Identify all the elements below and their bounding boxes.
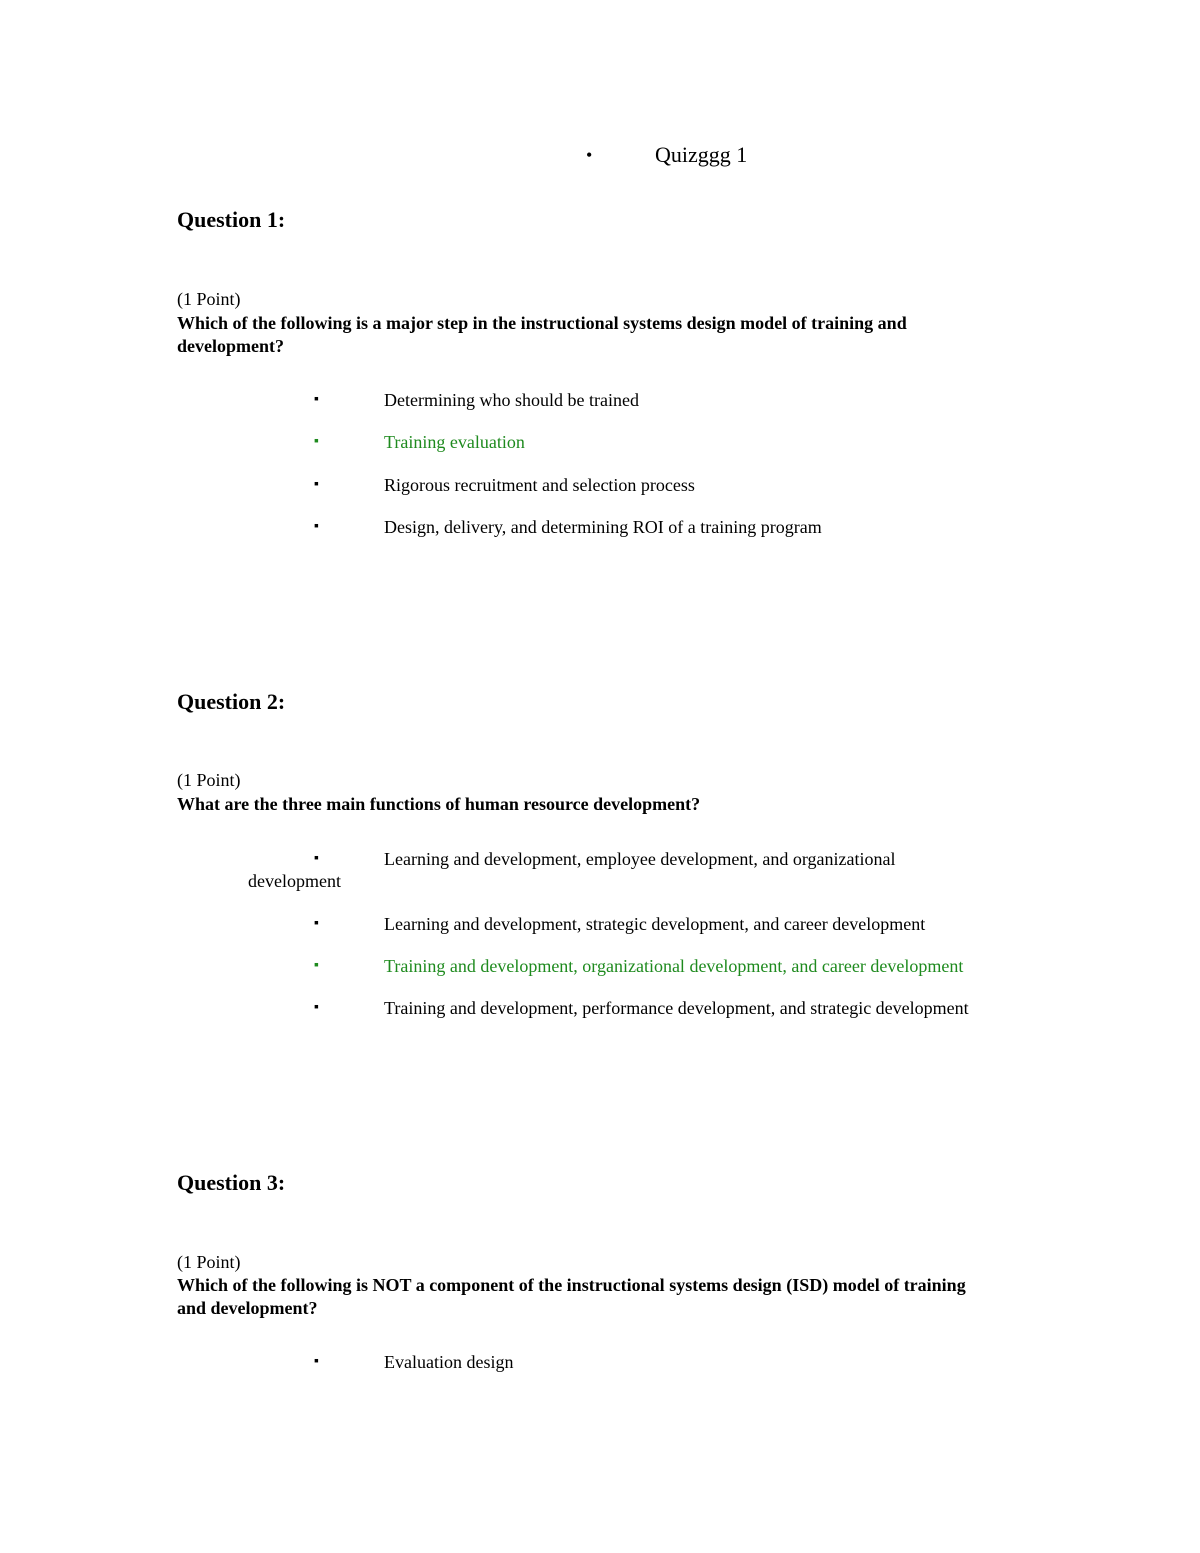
question-1-points: (1 Point) [177, 289, 241, 309]
option-label: Evaluation design [384, 1352, 514, 1372]
option-bullet: ▪ [314, 958, 319, 973]
question-3-points: (1 Point) [177, 1252, 241, 1272]
question-1-option-3[interactable] [314, 474, 695, 496]
option-bullet: ▪ [314, 392, 319, 407]
question-2-points: (1 Point) [177, 770, 241, 790]
option-label-line1: Learning and development, employee development, and organizational [384, 849, 896, 869]
title-bullet: • [586, 145, 593, 165]
option-bullet: ▪ [314, 477, 319, 492]
question-2-text: What are the three main functions of human resource development? [177, 794, 701, 814]
question-1-option-1[interactable] [314, 389, 639, 411]
question-3-heading: Question 3: [177, 1170, 286, 1195]
question-2-heading: Question 2: [177, 689, 286, 714]
question-3-text: Which of the following is NOT a component of the instructional systems design (ISD) model of training and development? [177, 1275, 966, 1318]
option-bullet: ▪ [314, 916, 319, 931]
question-2-option-3-correct[interactable] [314, 955, 963, 977]
question-3-option-1[interactable] [314, 1351, 513, 1373]
option-bullet: ▪ [314, 1354, 319, 1369]
question-1-option-4[interactable] [314, 516, 822, 538]
question-1-option-2-correct[interactable] [314, 431, 525, 453]
option-bullet: ▪ [314, 519, 319, 534]
option-bullet: ▪ [314, 851, 319, 866]
question-2-option-1[interactable] [248, 848, 896, 892]
option-label: Training and development, organizational development, and career development [384, 956, 964, 976]
option-label: Training and development, performance development, and strategic development [384, 998, 969, 1018]
option-label: Determining who should be trained [384, 390, 639, 410]
question-1-text: Which of the following is a major step in the instructional systems design model of training and development? [177, 313, 907, 356]
option-bullet: ▪ [314, 434, 319, 449]
title-text: Quizggg 1 [655, 142, 748, 167]
option-label: Design, delivery, and determining ROI of a training program [384, 517, 822, 537]
question-1-heading: Question 1: [177, 207, 286, 232]
question-2-option-2[interactable] [314, 913, 925, 935]
option-label: Learning and development, strategic development, and career development [384, 914, 926, 934]
option-label: Training evaluation [384, 432, 525, 452]
question-2-option-4[interactable] [314, 997, 969, 1019]
option-label: Rigorous recruitment and selection process [384, 475, 695, 495]
option-bullet: ▪ [314, 1000, 319, 1015]
option-label-line2: development [248, 871, 341, 891]
